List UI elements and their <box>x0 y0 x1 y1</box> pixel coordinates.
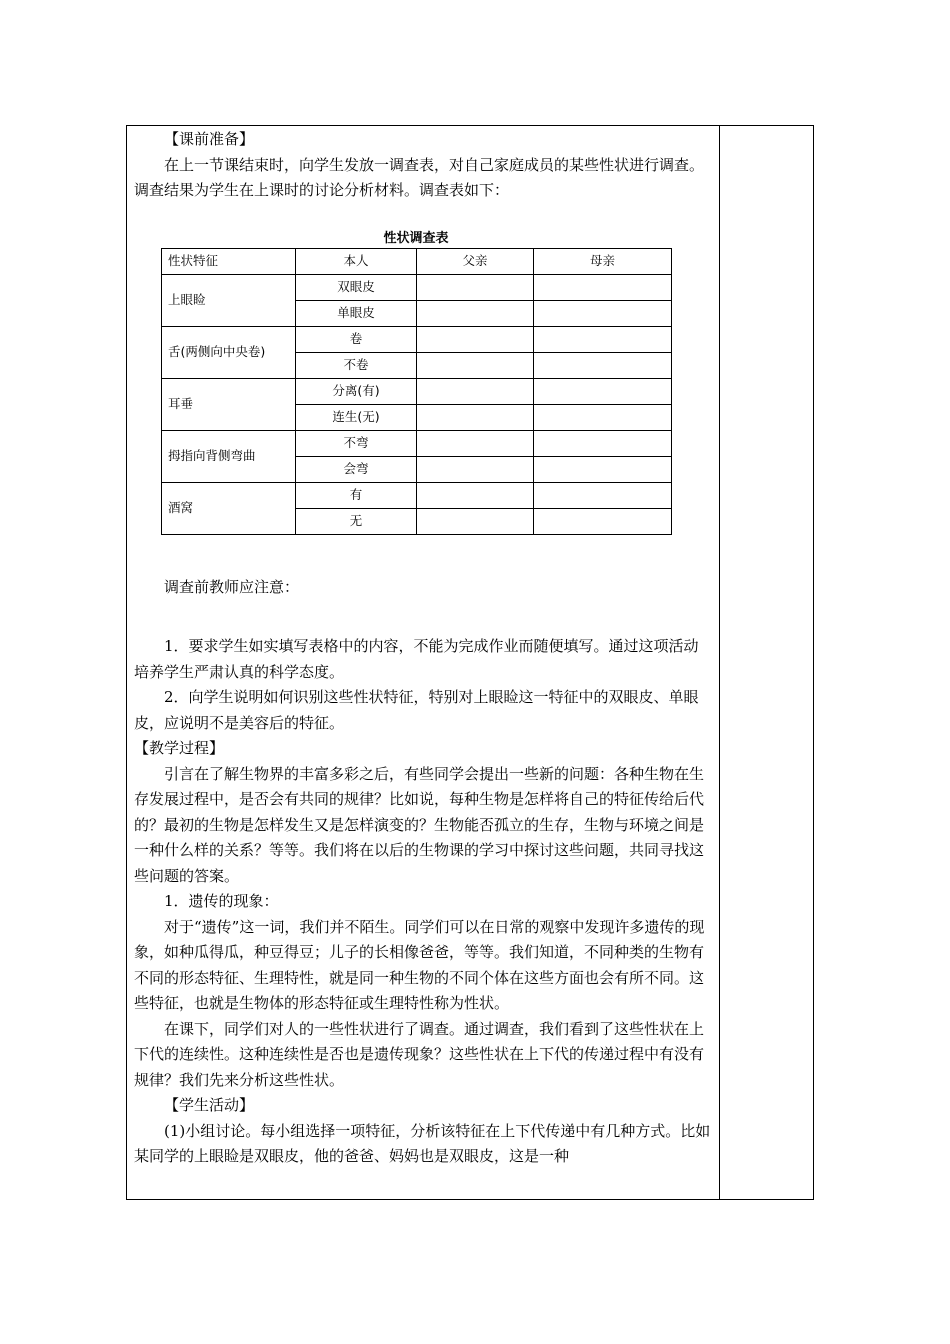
prep-heading: 【课前准备】 <box>164 130 255 148</box>
lesson-content <box>134 127 712 1170</box>
option-cell: 双眼皮 <box>296 274 417 300</box>
activity-paragraph-1: (1)小组讨论。每小组选择一项特征，分析该特征在上下代传递中有几种方式。比如某同学的上眼睑是双眼皮，他的爸爸、妈妈也是双眼皮，这是一种 <box>134 1121 711 1165</box>
option-cell: 有 <box>296 482 417 508</box>
mother-cell <box>534 456 672 482</box>
notes-heading: 调查前教师应注意： <box>164 577 300 596</box>
survey-table <box>161 248 672 535</box>
mother-cell <box>534 482 672 508</box>
section1-title: 1．遗传的现象： <box>164 892 279 910</box>
option-cell: 不弯 <box>296 430 417 456</box>
header-self: 本人 <box>296 248 417 274</box>
section1-paragraph-2: 在课下，同学们对人的一些性状进行了调查。通过调查，我们看到了这些性状在上下代的连续性。这种连续性是否也是遗传现象？这些性状在上下代的传递过程中有没有规律？我们先来分析这些性状。 <box>134 1019 705 1089</box>
option-cell: 单眼皮 <box>296 300 417 326</box>
trait-cell: 酒窝 <box>162 482 296 534</box>
survey-row <box>162 482 672 508</box>
father-cell <box>417 482 534 508</box>
survey-row <box>162 378 672 404</box>
option-cell: 会弯 <box>296 456 417 482</box>
section1-paragraph-1: 对于“遗传”这一词，我们并不陌生。同学们可以在日常的观察中发现许多遗传的现象，如种瓜得瓜，种豆得豆；儿子的长相像爸爸，等等。我们知道，不同种类的生物有不同的形态特征、生理特性，就是同一种生物的不同个体在这些方面也会有所不同。这些特征，也就是生物体的形态特征或生理特性称为性状。 <box>134 917 705 1012</box>
mother-cell <box>534 508 672 534</box>
father-cell <box>417 300 534 326</box>
trait-cell: 耳垂 <box>162 378 296 430</box>
father-cell <box>417 430 534 456</box>
mother-cell <box>534 430 672 456</box>
survey-header-row <box>162 248 672 274</box>
father-cell <box>417 456 534 482</box>
survey-title: 性状调查表 <box>383 230 449 246</box>
mother-cell <box>534 352 672 378</box>
mother-cell <box>534 300 672 326</box>
survey-row <box>162 274 672 300</box>
header-trait: 性状特征 <box>162 248 296 274</box>
mother-cell <box>534 378 672 404</box>
father-cell <box>417 404 534 430</box>
trait-cell: 拇指向背侧弯曲 <box>162 430 296 482</box>
option-cell: 卷 <box>296 326 417 352</box>
prep-text: 在上一节课结束时，向学生发放一调查表，对自己家庭成员的某些性状进行调查。调查结果为学生在上课时的讨论分析材料。调查表如下： <box>134 155 705 199</box>
intro-paragraph: 引言在了解生物界的丰富多彩之后，有些同学会提出一些新的问题：各种生物在生存发展过程中，是否会有共同的规律？比如说，每种生物是怎样将自己的特征传给后代的？最初的生物是怎样发生又是怎样演变的？生物能否孤立的生存，生物与环境之间是一种什么样的关系？等等。我们将在以后的生物课的学习中探讨这些问题，共同寻找这些问题的答案。 <box>134 764 705 885</box>
option-cell: 连生(无) <box>296 404 417 430</box>
header-father: 父亲 <box>417 248 534 274</box>
father-cell <box>417 508 534 534</box>
father-cell <box>417 326 534 352</box>
mother-cell <box>534 326 672 352</box>
process-heading: 【教学过程】 <box>134 739 225 757</box>
father-cell <box>417 378 534 404</box>
header-mother: 母亲 <box>534 248 672 274</box>
option-cell: 无 <box>296 508 417 534</box>
mother-cell <box>534 274 672 300</box>
option-cell: 分离(有) <box>296 378 417 404</box>
father-cell <box>417 274 534 300</box>
father-cell <box>417 352 534 378</box>
trait-cell: 舌(两侧向中央卷) <box>162 326 296 378</box>
mother-cell <box>534 404 672 430</box>
survey-row <box>162 430 672 456</box>
note-1: 1．要求学生如实填写表格中的内容，不能为完成作业而随便填写。通过这项活动培养学生严肃认真的科学态度。 <box>134 637 699 681</box>
option-cell: 不卷 <box>296 352 417 378</box>
trait-cell: 上眼睑 <box>162 274 296 326</box>
activity-heading: 【学生活动】 <box>164 1096 255 1114</box>
column-divider <box>719 125 720 1200</box>
note-2: 2．向学生说明如何识别这些性状特征，特别对上眼睑这一特征中的双眼皮、单眼皮，应说明不是美容后的特征。 <box>134 688 699 732</box>
survey-row <box>162 326 672 352</box>
